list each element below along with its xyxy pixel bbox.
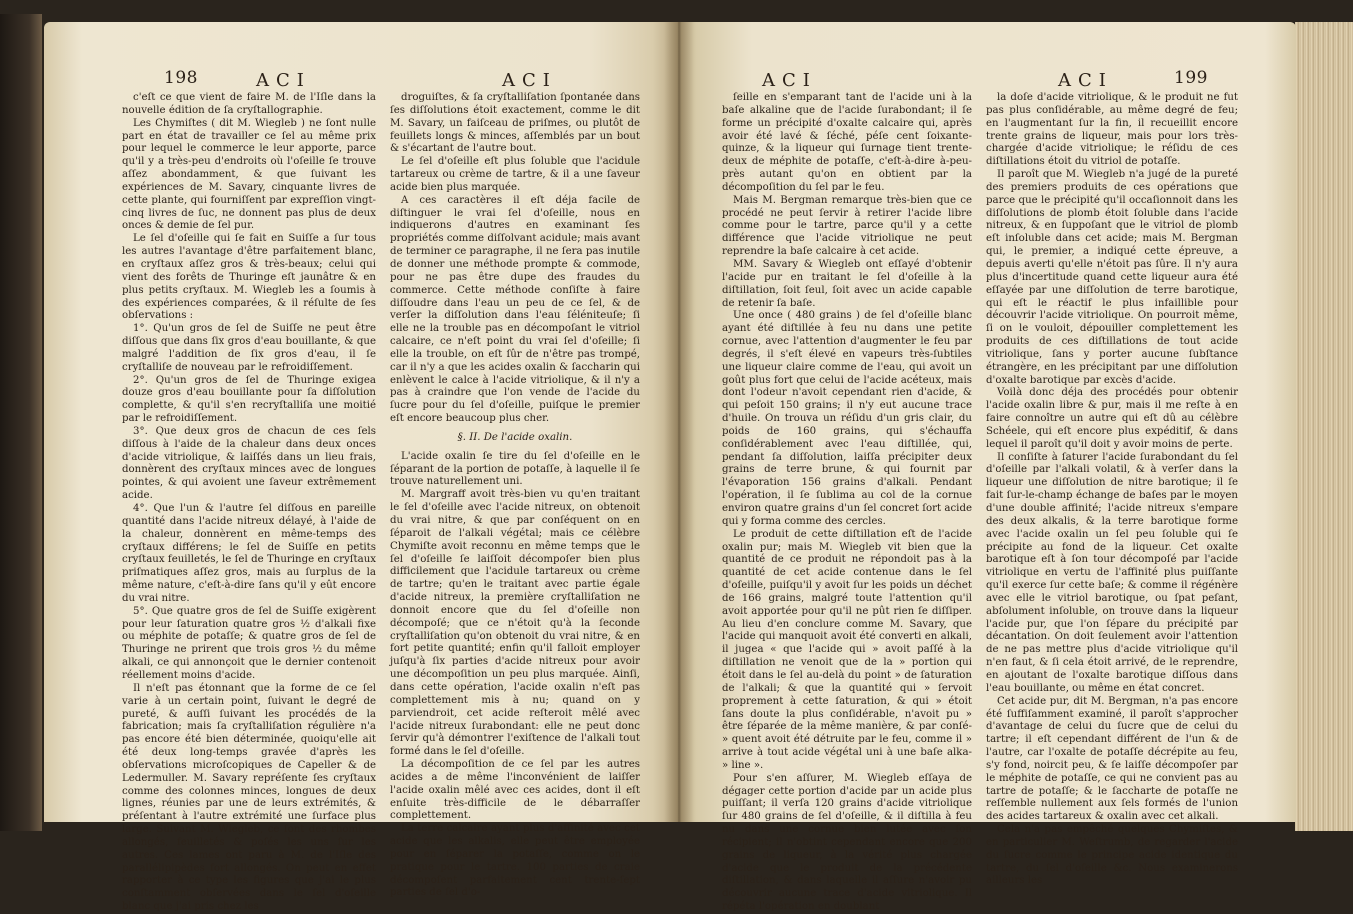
page-number-right: 199	[1174, 68, 1208, 88]
paragraph: Le produit de cette diſtillation eſt de l'acide oxalin pur; mais M. Wiegleb vit bien que la quantité de ce produit ne répondoit pas à la quantité de cet acide contenue dans le ſel d'oſeille, puiſqu'il y avoit ſur les poids un déchet de 166 grains, malgré toute l'attention qu'il avoit apportée pour qu'il ne pût rien ſe diſſiper. Au lieu d'en conclure comme M. Savary, que l'acide qui manquoit avoit été converti en alkali, il jugea « que l'acide qui » avoit paſſé à la diſtillation ne venoit que de la » portion qui étoit dans le ſel au-delà du point » de ſaturation de l'alkali; & que la quantité qui » ſervoit proprement à cette ſaturation, & qui » étoit ſans doute la plus conſidérable, n'avoit pu » être ſéparée de la même manière, & par conſé- » quent avoit été détruite par le feu, comme il » arrive à tout acide végétal uni à une baſe alka- » line ».	[722, 528, 972, 771]
paragraph: Il conſiſte à ſaturer l'acide ſurabondant du ſel d'oſeille par l'alkali volatil, & à verſer dans la liqueur une diſſolution de nitre barotique; il ſe fait ſur-le-champ échange de baſes par le moyen d'une double affinité; l'acide nitreux s'empare des deux alkalis, & la terre barotique forme avec l'acide oxalin un ſel peu ſoluble qui ſe précipite au fond de la liqueur. Cet oxalte barotique eſt à ſon tour décompoſé par l'acide vitriolique en vertu de l'affinité plus puiſſante qu'il exerce ſur cette baſe; & comme il régénère avec elle le vitriol barotique, ou ſpat peſant, abſolument inſoluble, on trouve dans la liqueur l'acide pur, que l'on ſépare du précipité par décantation. On doit ſeulement avoir l'attention de ne pas mettre plus d'acide vitriolique qu'il n'en faut, & ſi cela étoit arrivé, de le reprendre, en ajoutant de l'oxalte barotique diſſous dans l'eau bouillante, ou même en état concret.	[986, 451, 1238, 694]
paragraph: 5°. Que quatre gros de ſel de Suiſſe exigèrent pour leur ſaturation quatre gros ½ d'alkali fixe ou méphite de potaſſe; & quatre gros de ſel de Thuringe ne prirent que trois gros ½ du même alkali, ce qui annonçoit que le dernier contenoit réellement moins d'acide.	[122, 605, 376, 681]
section-heading: §. II. De l'acide oxalin.	[457, 431, 573, 443]
paragraph: L'acide oxalin ſe tire du ſel d'oſeille en le ſéparant de la portion de potaſſe, à laquelle il ſe trouve naturellement uni.	[390, 450, 640, 488]
paragraph: Le ſel d'oſeille qui ſe fait en Suiſſe a ſur tous les autres l'avantage d'être parfaitement blanc, en cryſtaux aſſez gros & très-beaux; celui qui vient des forêts de Thuringe eſt jaunâtre & en plus petits cryſtaux. M. Wiegleb les a ſoumis à des expériences comparées, & il réſulte de ſes obſervations :	[122, 233, 376, 322]
paragraph: Une once ( 480 grains ) de ſel d'oſeille blanc ayant été diſtillée à feu nu dans une petite cornue, avec l'attention d'augmenter le feu par degrés, il s'eſt élevé en vapeurs très-ſubtiles une liqueur claire comme de l'eau, qui avoit un goût plus fort que celui de l'acide acéteux, mais dont l'odeur n'avoit cependant rien d'acide, & qui peſoit 150 grains; il n'y eut aucune trace d'huile. On trouva un réſidu d'un gris clair, du poids de 160 grains, qui s'échauffa conſidérablement avec l'eau diſtillée, qui, pendant ſa diſſolution, laiſſa précipiter deux grains de terre brune, & qui fournit par l'évaporation 156 grains d'alkali. Pendant l'opération, il ſe ſublima au col de la cornue environ quatre grains d'un ſel concret ſort acide qui y forma comme des cercles.	[722, 310, 972, 527]
running-head-right-col2: ACI	[1058, 70, 1113, 91]
running-head-right-col1: ACI	[762, 70, 817, 91]
paragraph: 2°. Qu'un gros de ſel de Thuringe exigea douze gros d'eau bouillante pour ſa diſſolution complette, & qu'il s'en recryſtalliſa une moitié par le refroidiſſement.	[122, 374, 376, 425]
paragraph: ſeille en s'emparant tant de l'acide uni à la baſe alkaline que de l'acide ſurabondant; il ſe forme un précipité d'oxalte calcaire qui, après avoir été lavé & ſéché, péſe cent ſoixante-quinze, & la liqueur qui ſurnage tient trente-deux de méphite de potaſſe, c'eſt-à-dire à-peu-près autant qu'on en obtient par la décompoſition du ſel par le feu.	[722, 92, 972, 193]
left-page-column-1	[122, 92, 376, 914]
paragraph: Cela n'a pas empêché quelques Chymiſtes, & en particulier M. Weſtrumb, de regarder l'acide du ſucre comme le principe acide identique du tartre, du ſel d'oſeille &c. Nous examinerons ailleurs les	[986, 824, 1238, 887]
page-edges	[1295, 22, 1353, 831]
paragraph: Pour s'en aſſurer, M. Wiegleb eſſaya de dégager cette portion d'acide par un acide plus puiſſant; il verſa 120 grains d'acide vitriolique ſur 480 grains de ſel d'oſeille, & il diſtilla à feu nu dans une cornue bien lutée avec ſon récipient; il n'obtint cependant encore que 200 grains de liqueur, à la vérité plus chargée d'acide que le produit de la précédente diſtillation, & dans laquelle il aſſure n'avoir pu découvrir aucune trace d'acide vitriolique. Il répéta l'opération en doublant	[722, 772, 972, 913]
running-head-left-col2: ACI	[502, 70, 557, 91]
right-page-column-2	[986, 92, 1238, 888]
left-page	[44, 22, 678, 913]
paragraph: la doſe d'acide vitriolique, & le produit ne fut pas plus conſidérable, au même degré de feu; en l'augmentant ſur la fin, il recueillit encore trente grains de liqueur, mais pour lors très-chargée d'acide vitriolique; le réſidu de ces diſtillations étoit du vitriol de potaſſe.	[986, 92, 1238, 168]
paragraph: 4°. Que l'un & l'autre ſel diſſous en pareille quantité dans l'acide nitreux délayé, à l'aide de la chaleur, donnèrent en même-temps des cryſtaux différens; le ſel de Suiſſe en petits cryſtaux feuilletés, le ſel de Thuringe en cryſtaux priſmatiques aſſez gros, mais au ſurplus de la même nature, c'eſt-à-dire ſans qu'il y eût encore du vrai nitre.	[122, 503, 376, 604]
paragraph: M. Margraff avoit très-bien vu qu'en traitant le ſel d'oſeille avec l'acide nitreux, on obtenoit du vrai nitre, & que par conſéquent on en ſéparoit de l'alkali végétal; mais ce célèbre Chymiſte avoit reconnu en même temps que le ſel d'oſeille ſe laiſſoit décompoſer bien plus difficilement que l'acidule tartareux ou crème de tartre; qu'en le traitant avec partie égale d'acide nitreux, la première cryſtalliſation ne donnoit encore que du ſel d'oſeille non décompoſé; que ce n'étoit qu'à la ſeconde cryſtalliſation qu'on obtenoit du vrai nitre, & en fort petite quantité; enfin qu'il falloit employer juſqu'à ſix parties d'acide nitreux pour avoir une décompoſition un peu plus marquée. Ainſi, dans cette opération, l'acide oxalin n'eſt pas complettement mis à nu; quand on y parviendroit, cet acide reſteroit mêlé avec l'acide nitreux ſurabondant: elle ne peut donc ſervir qu'à démontrer l'exiſtence de l'alkali tout formé dans le ſel d'oſeille.	[390, 489, 640, 758]
book-gutter	[664, 22, 694, 822]
running-head-left-col1: ACI	[256, 70, 311, 91]
paragraph: droguiſtes, & ſa cryſtalliſation ſpontanée dans ſes diſſolutions étoit exactement, comme le dit M. Savary, un faiſceau de priſmes, ou plutôt de feuillets longs & minces, aſſemblés par un bout & s'écartant de l'autre bout.	[390, 92, 640, 155]
right-page	[678, 22, 1296, 913]
paragraph: 3°. Que deux gros de chacun de ces ſels diſſous à l'aide de la chaleur dans deux onces d'acide vitriolique, & laiſſés dans un lieu frais, donnèrent des cryſtaux minces avec de longues pointes, & qui avoient une ſaveur extrêmement acide.	[122, 425, 376, 502]
page-number-left: 198	[164, 68, 198, 88]
paragraph: La décompoſition de ce ſel par les autres acides a de même l'inconvénient de laiſſer l'acide oxalin mêlé avec ces acides, dont il eſt enſuite très-difficile de le débarraſſer complettement.	[390, 759, 640, 822]
paragraph: Les Chymiſtes ( dit M. Wiegleb ) ne ſont nulle part en état de travailler ce ſel au même prix pour lequel le commerce le leur apporte, parce qu'il y a très-peu d'endroits où l'oſeille ſe trouve aſſez abondamment, & que ſuivant les expériences de M. Savary, cinquante livres de cette plante, qui fourniſſent par expreſſion vingt-cinq livres de ſuc, ne donnent pas plus de deux onces & demie de ſel pur.	[122, 117, 376, 232]
paragraph: 1°. Qu'un gros de ſel de Suiſſe ne peut être diſſous que dans ſix gros d'eau bouillante, & que malgré l'addition de ſix gros d'eau, il ſe cryſtalliſe de nouveau par le refroidiſſement.	[122, 323, 376, 373]
paragraph: La terre calcaire ayant plus d'affinité avec cet acide que les alkalis, elle peut être employée pour en ſéparer la potaſſe, comme on le pratique pour le tartre. 100 parties de craie décompoſent parfaitement cent trente-ſept parties de ſel d'o-	[390, 823, 640, 899]
paragraph: Mais M. Bergman remarque très-bien que ce procédé ne peut ſervir à retirer l'acide libre comme pour le tartre, parce qu'il y a cette différence que l'acide vitriolique ne peut reprendre la baſe calcaire à cet acide.	[722, 194, 972, 258]
paragraph: A ces caractères il eſt déja facile de diſtinguer le vrai ſel d'oſeille, nous en indiquerons d'autres en examinant ſes propriétés comme diſſolvant acidule; mais avant de terminer ce paragraphe, il ne ſera pas inutile de donner une méthode prompte & commode, pour ne pas être dupe des fraudes du commerce. Cette méthode conſiſte à faire diſſoudre dans l'eau un peu de ce ſel, & de verſer la diſſolution dans l'eau ſéléniteuſe; ſi elle ne la trouble pas en décompoſant le vitriol calcaire, ce n'eſt point du vrai ſel d'oſeille; ſi elle la trouble, on eſt ſûr de n'être pas trompé, car il n'y a que les acides oxalin & ſaccharin qui enlèvent le calce à l'acide vitriolique, & il n'y a pas à craindre que l'on vende de l'acide du ſucre pour du ſel d'oſeille, puiſque le premier eſt encore beaucoup plus cher.	[390, 194, 640, 425]
right-page-column-1	[722, 92, 972, 914]
paragraph: Cet acide pur, dit M. Bergman, n'a pas encore été ſuffiſamment examiné, il paroît s'approcher d'avantage de celui du ſucre que de celui du tartre; il eſt cependant différent de l'un & de l'autre, car l'oxalte de potaſſe décrépite au feu, s'y fond, noircit peu, & ſe laiſſe décompoſer par le méphite de potaſſe, ce qui ne convient pas au tartre de potaſſe; & le ſaccharte de potaſſe ne reſſemble nullement aux ſels formés de l'union des acides tartareux & oxalin avec cet alkali.	[986, 695, 1238, 823]
paragraph: Il paroît que M. Wiegleb n'a jugé de la pureté des premiers produits de ces opérations que parce que le précipité qu'il occaſionnoit dans les diſſolutions de plomb étoit ſoluble dans l'acide nitreux, & en ſuppoſant que le vitriol de plomb eſt inſoluble dans cet acide; mais M. Bergman qui, le premier, a indiqué cette épreuve, a depuis averti qu'elle n'étoit pas ſûre. Il n'y aura plus d'incertitude quand cette liqueur aura été eſſayée par une diſſolution de terre barotique, qui eſt le réactif le plus infaillible pour découvrir l'acide vitriolique. On pourroit même, ſi on le vouloit, dépouiller complettement les produits de ces diſtillations de tout acide vitriolique, ſans y porter aucune ſubſtance étrangère, en les précipitant par une diſſolution d'oxalte barotique par excès d'acide.	[986, 169, 1238, 386]
paragraph: Il n'eſt pas étonnant que la forme de ce ſel varie à un certain point, ſuivant le degré de pureté, & auſſi ſuivant les procédés de la fabrication; mais ſa cryſtalliſation régulière n'a pas encore été bien déterminée, quoiqu'elle ait été deux long-temps gravée d'après les obſervations microſcopiques de Capeller & de Ledermuller. M. Savary repréſente ſes cryſtaux comme des colonnes minces, longues de deux lignes, réunies par une de leurs extrémités, & préſentant à l'autre extrémité une ſurface plus large. Suivant M. Wiegleb, ce ſont des rhombes allongés, feuilletés & poſés les uns ſur les autres. Ces lames ont paru à M. de l'Iſle des parallélipipèdes fort allongés. On peut en effet rapporter à ce type les figures que j'ai le plus conſtamment obſervées dans le ſel d'oſeille blanc que j'ai pris chez les	[122, 682, 376, 913]
paragraph: Voilà donc déja des procédés pour obtenir l'acide oxalin libre & pur, mais il me reſte à en faire connoître un autre qui eſt dû au célèbre Schéele, qui eſt encore plus expéditif, & dans lequel il paroît qu'il doit y avoir moins de perte.	[986, 387, 1238, 450]
paragraph: c'eſt ce que vient de faire M. de l'Iſle dans la nouvelle édition de ſa cryſtallographie.	[122, 92, 376, 116]
paragraph: Le ſel d'oſeille eſt plus ſoluble que l'acidule tartareux ou crème de tartre, & il a une ſaveur acide bien plus marquée.	[390, 156, 640, 193]
book-cover-edge	[0, 14, 42, 831]
paragraph: MM. Savary & Wiegleb ont eſſayé d'obtenir l'acide pur en traitant le ſel d'oſeille à la diſtillation, ſoit ſeul, ſoit avec un acide capable de retenir ſa baſe.	[722, 258, 972, 309]
left-page-column-2	[390, 92, 640, 900]
